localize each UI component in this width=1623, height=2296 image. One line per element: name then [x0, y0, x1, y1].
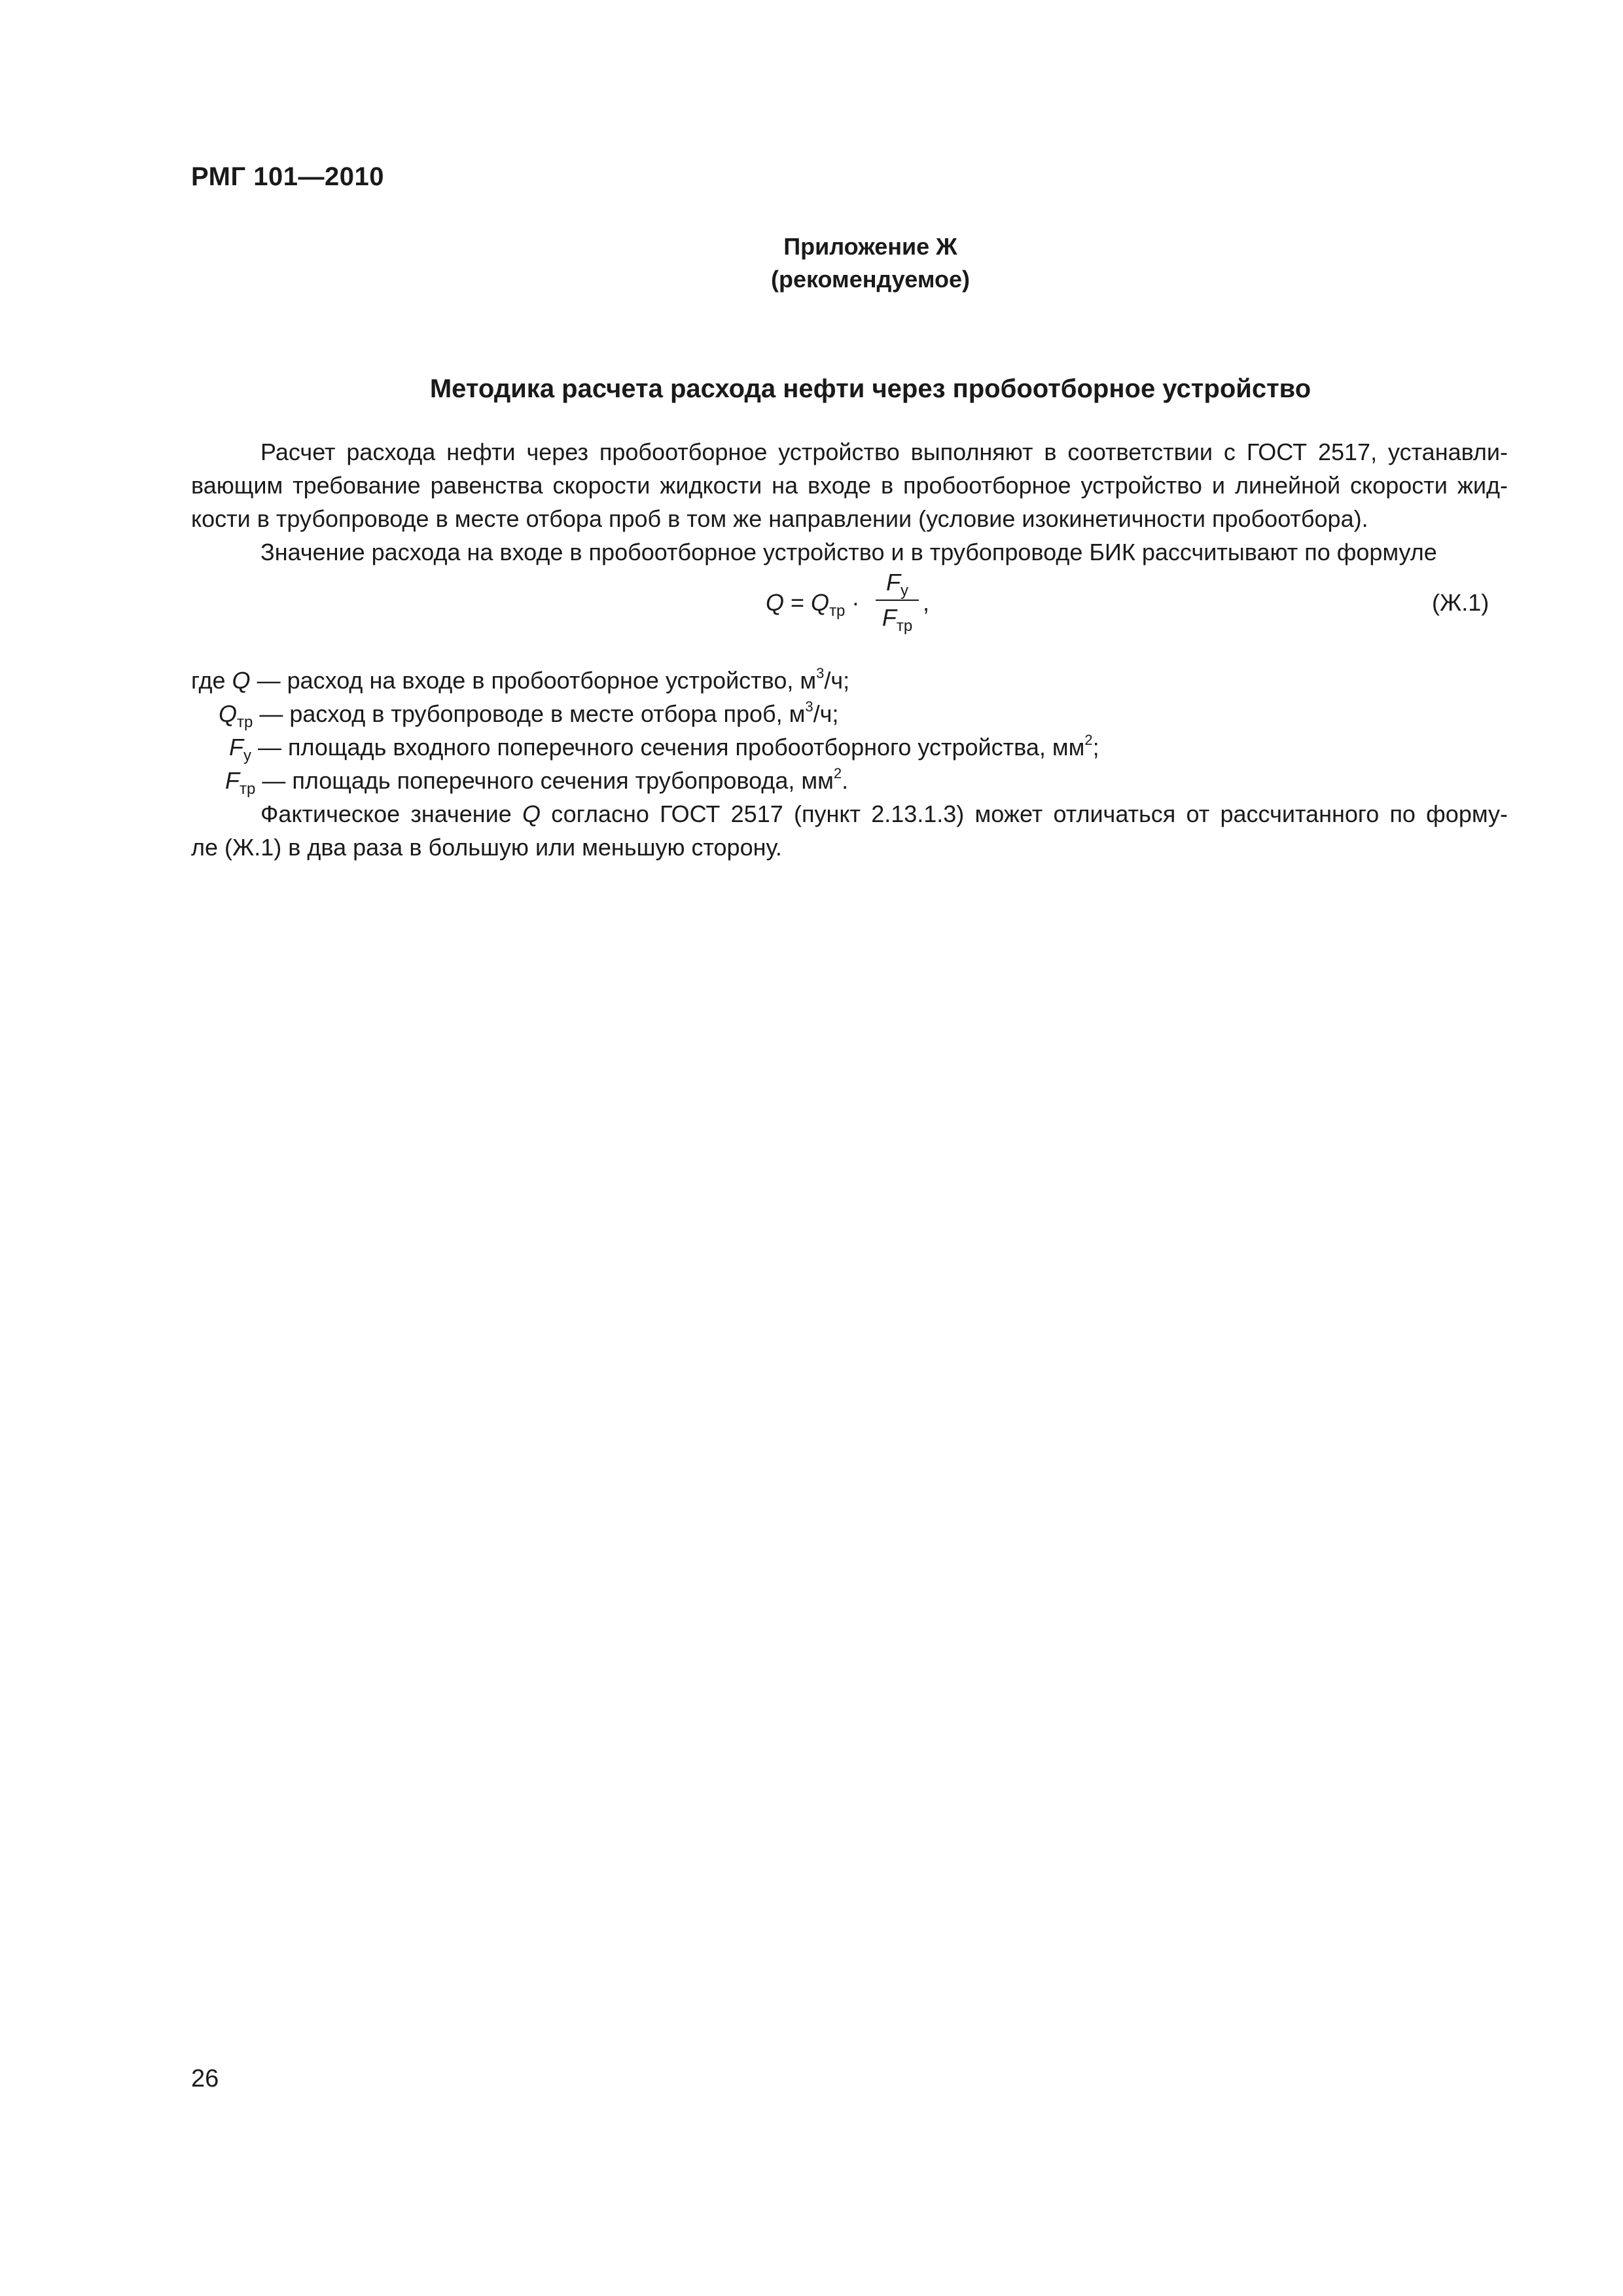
- section-title-text: Методика расчета расхода нефти через пробоотборное устройство: [429, 374, 1311, 403]
- formula-q-tr-sub: тр: [829, 602, 846, 620]
- page-number: 26: [191, 2065, 219, 2092]
- formula-q: Q: [766, 589, 785, 616]
- definition-f-tr: $F_{тр}$ — площадь поперечного сечения трубопровода, $мм^2$.: [225, 765, 849, 798]
- formula-equals: =: [784, 589, 812, 616]
- definitions-list: [191, 664, 1508, 797]
- formula-dot: ·: [845, 589, 860, 616]
- section-title: [0, 374, 1623, 404]
- fraction-bar: [876, 600, 919, 601]
- paragraph-line: вающим требование равенства скорости жидкости на входе в пробоотборное устройство и линейной скорости жид-: [191, 472, 1508, 499]
- paragraph-intro: [191, 435, 1508, 569]
- document-code: РМГ 101—2010: [191, 162, 384, 191]
- formula-denominator: $F_{тр}$: [882, 604, 913, 635]
- paragraph-formula-intro: Значение расхода на входе в пробоотборное устройство и в трубопроводе БИК рассчитывают по формуле: [260, 539, 1437, 565]
- appendix-subtitle: (рекомендуемое): [771, 266, 970, 293]
- formula-q-tr: Q: [811, 589, 830, 616]
- paragraph-line: Фактическое значение Q согласно ГОСТ 2517 (пункт 2.13.1.3) может отличаться от рассчитанного по форму-: [260, 800, 1508, 827]
- formula-numerator: $F_у$: [886, 569, 908, 600]
- paragraph-line: ле (Ж.1) в два раза в большую или меньшую сторону.: [191, 834, 782, 861]
- paragraph-actual-value: [191, 797, 1508, 864]
- formula-comma: ,: [923, 589, 930, 616]
- definition-q: где Q — расход на входе в пробоотборное устройство, $м^3/ч$;: [191, 665, 850, 694]
- paragraph-line: кости в трубопроводе в месте отбора проб в том же направлении (условие изокинетичности пробоотбора).: [191, 505, 1368, 532]
- appendix-title: Приложение Ж: [783, 233, 957, 260]
- definition-q-tr: $Q_{тр}$ — расход в трубопроводе в месте отбора проб, $м^3/ч$;: [219, 698, 839, 731]
- formula-number: (Ж.1): [1432, 589, 1489, 616]
- formula-fraction: [876, 567, 919, 634]
- definition-f-y: $F_у$ — площадь входного поперечного сечения пробоотборного устройства, $мм^2$;: [229, 732, 1099, 764]
- paragraph-line: Расчет расхода нефти через пробоотборное устройство выполняют в соответствии с ГОСТ 2517, устанавли-: [260, 439, 1508, 465]
- appendix-heading: [0, 230, 1623, 296]
- formula-lhs: [766, 589, 860, 620]
